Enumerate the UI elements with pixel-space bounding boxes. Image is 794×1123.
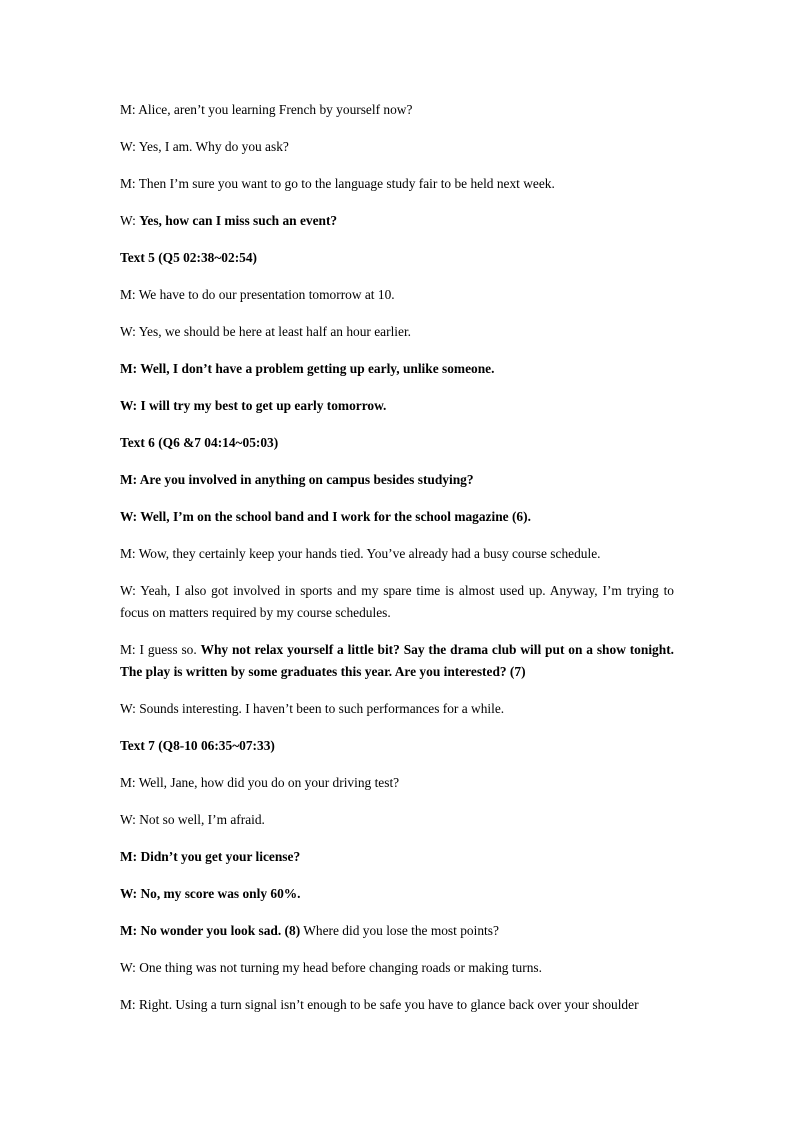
- line-text: W: One thing was not turning my head before changing roads or making turns.: [120, 960, 542, 975]
- dialogue-line: [120, 136, 674, 158]
- line-text: M: Well, Jane, how did you do on your driving test?: [120, 775, 400, 790]
- dialogue-line: [120, 809, 674, 831]
- line-text: M: Then I’m sure you want to go to the language study fair to be held next week.: [120, 176, 555, 191]
- dialogue-line: [120, 846, 674, 868]
- section-heading: [120, 247, 674, 269]
- section-heading: [120, 735, 674, 757]
- dialogue-line: [120, 698, 674, 720]
- line-text: W: Yes, I am. Why do you ask?: [120, 139, 289, 154]
- heading-text: Text 6 (Q6 &7 04:14~05:03): [120, 435, 279, 450]
- line-text: W: Not so well, I’m afraid.: [120, 812, 265, 827]
- dialogue-line: [120, 173, 674, 195]
- line-bold-text: M: Are you involved in anything on campus besides studying?: [120, 472, 474, 487]
- speaker-label: W:: [120, 213, 140, 228]
- line-bold-text: M: Well, I don’t have a problem getting up early, unlike someone.: [120, 361, 495, 376]
- dialogue-line: [120, 469, 674, 491]
- line-bold-text: W: Well, I’m on the school band and I work for the school magazine (6).: [120, 509, 531, 524]
- dialogue-line: [120, 580, 674, 624]
- line-text: M: Right. Using a turn signal isn’t enough to be safe you have to glance back over your shoulder: [120, 997, 639, 1012]
- dialogue-line: [120, 284, 674, 306]
- line-bold-text: W: No, my score was only 60%.: [120, 886, 301, 901]
- dialogue-line: [120, 358, 674, 380]
- line-bold-text: M: Didn’t you get your license?: [120, 849, 301, 864]
- dialogue-line: [120, 543, 674, 565]
- dialogue-line: [120, 994, 674, 1016]
- dialogue-line: [120, 920, 674, 942]
- line-bold-text: Yes, how can I miss such an event?: [139, 213, 338, 228]
- line-bold-text: W: I will try my best to get up early tomorrow.: [120, 398, 387, 413]
- heading-text: Text 5 (Q5 02:38~02:54): [120, 250, 258, 265]
- line-text: M: We have to do our presentation tomorrow at 10.: [120, 287, 395, 302]
- line-text: M: Wow, they certainly keep your hands tied. You’ve already had a busy course schedule.: [120, 546, 601, 561]
- dialogue-line: [120, 99, 674, 121]
- dialogue-line: [120, 883, 674, 905]
- line-text: W: Yes, we should be here at least half an hour earlier.: [120, 324, 412, 339]
- dialogue-line: [120, 395, 674, 417]
- line-text: W: Sounds interesting. I haven’t been to such performances for a while.: [120, 701, 505, 716]
- line-bold-text: M: No wonder you look sad. (8): [120, 923, 301, 938]
- line-text: W: Yeah, I also got involved in sports and my spare time is almost used up. Anyway, I’m trying to focus on matters required by my course schedules.: [120, 583, 674, 620]
- dialogue-line: [120, 506, 674, 528]
- line-text: M: Alice, aren’t you learning French by yourself now?: [120, 102, 413, 117]
- line-bold-text: Why not relax yourself a little bit? Say the drama club will put on a show tonight. The play is written by some graduates this year. Are you interested? (7): [120, 642, 674, 679]
- dialogue-line: [120, 321, 674, 343]
- dialogue-line: [120, 639, 674, 683]
- speaker-label: M: I guess so.: [120, 642, 201, 657]
- dialogue-line: [120, 210, 674, 232]
- line-text: Where did you lose the most points?: [300, 923, 499, 938]
- dialogue-line: [120, 772, 674, 794]
- heading-text: Text 7 (Q8-10 06:35~07:33): [120, 738, 275, 753]
- transcript-body: [120, 99, 674, 1031]
- dialogue-line: [120, 957, 674, 979]
- section-heading: [120, 432, 674, 454]
